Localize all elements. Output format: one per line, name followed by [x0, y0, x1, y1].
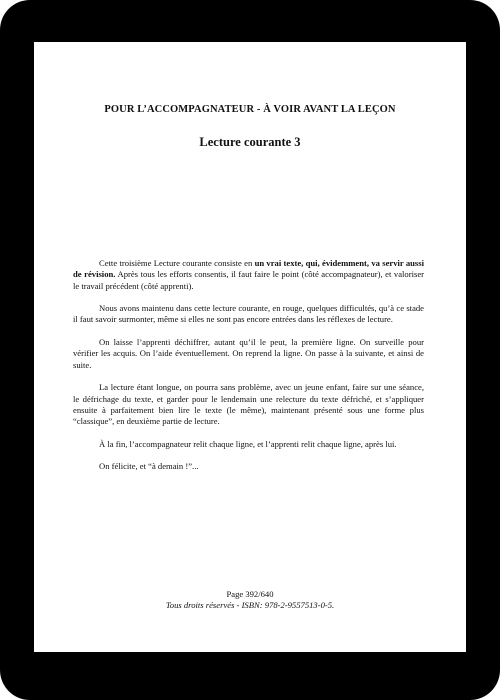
page-number: Page 392/640: [226, 589, 274, 599]
paragraph-1-intro: Cette troisième Lecture courante consiste en: [99, 258, 255, 268]
page-title: Lecture courante 3: [199, 135, 301, 149]
paragraph-5: À la fin, l’accompagnateur relit chaque ligne, et l’apprenti relit chaque ligne, après lui.: [99, 438, 397, 449]
paragraph-4: La lecture étant longue, on pourra sans problème, avec un jeune enfant, faire sur une séance, le défrichage du texte, et garder pour le lendemain une relecture du texte défriché, et s’appliquer ensuite à parfaitement bien lire le texte (le même), maintenant présenté sous une forme plus “classique”, en deuxième partie de lecture.: [73, 382, 424, 427]
paragraph-3: On laisse l’apprenti déchiffrer, autant qu’il le peut, la première ligne. On surveille pour vérifier les acquis. On l’aide éventuellement. On reprend la ligne. On passe à la suivante, et ainsi de suite.: [73, 337, 424, 370]
paragraph-1: [73, 258, 424, 292]
section-header: POUR L’ACCOMPAGNATEUR - À VOIR AVANT LA LEÇON: [104, 104, 396, 115]
body-text: [73, 258, 424, 484]
ebook-page[interactable]: [34, 42, 466, 652]
paragraph-1-emphasis: un vrai texte, qui, évidemment, va servir aussi de révision.: [73, 258, 425, 280]
copyright-notice: Tous droits réservés - ISBN: 978-2-9557513-0-5.: [165, 600, 335, 610]
paragraph-6: On félicite, et “à demain !”...: [99, 461, 199, 472]
paragraph-2: Nous avons maintenu dans cette lecture courante, en rouge, quelques difficultés, qu’à ce stade il faut savoir surmonter, même si elles ne sont pas encore entrées dans les réflexes de lecture.: [73, 303, 424, 325]
paragraph-1-rest: Après tous les efforts consentis, il faut faire le point (côté accompagnateur), et valoriser le travail précédent (côté apprenti).: [73, 269, 424, 291]
